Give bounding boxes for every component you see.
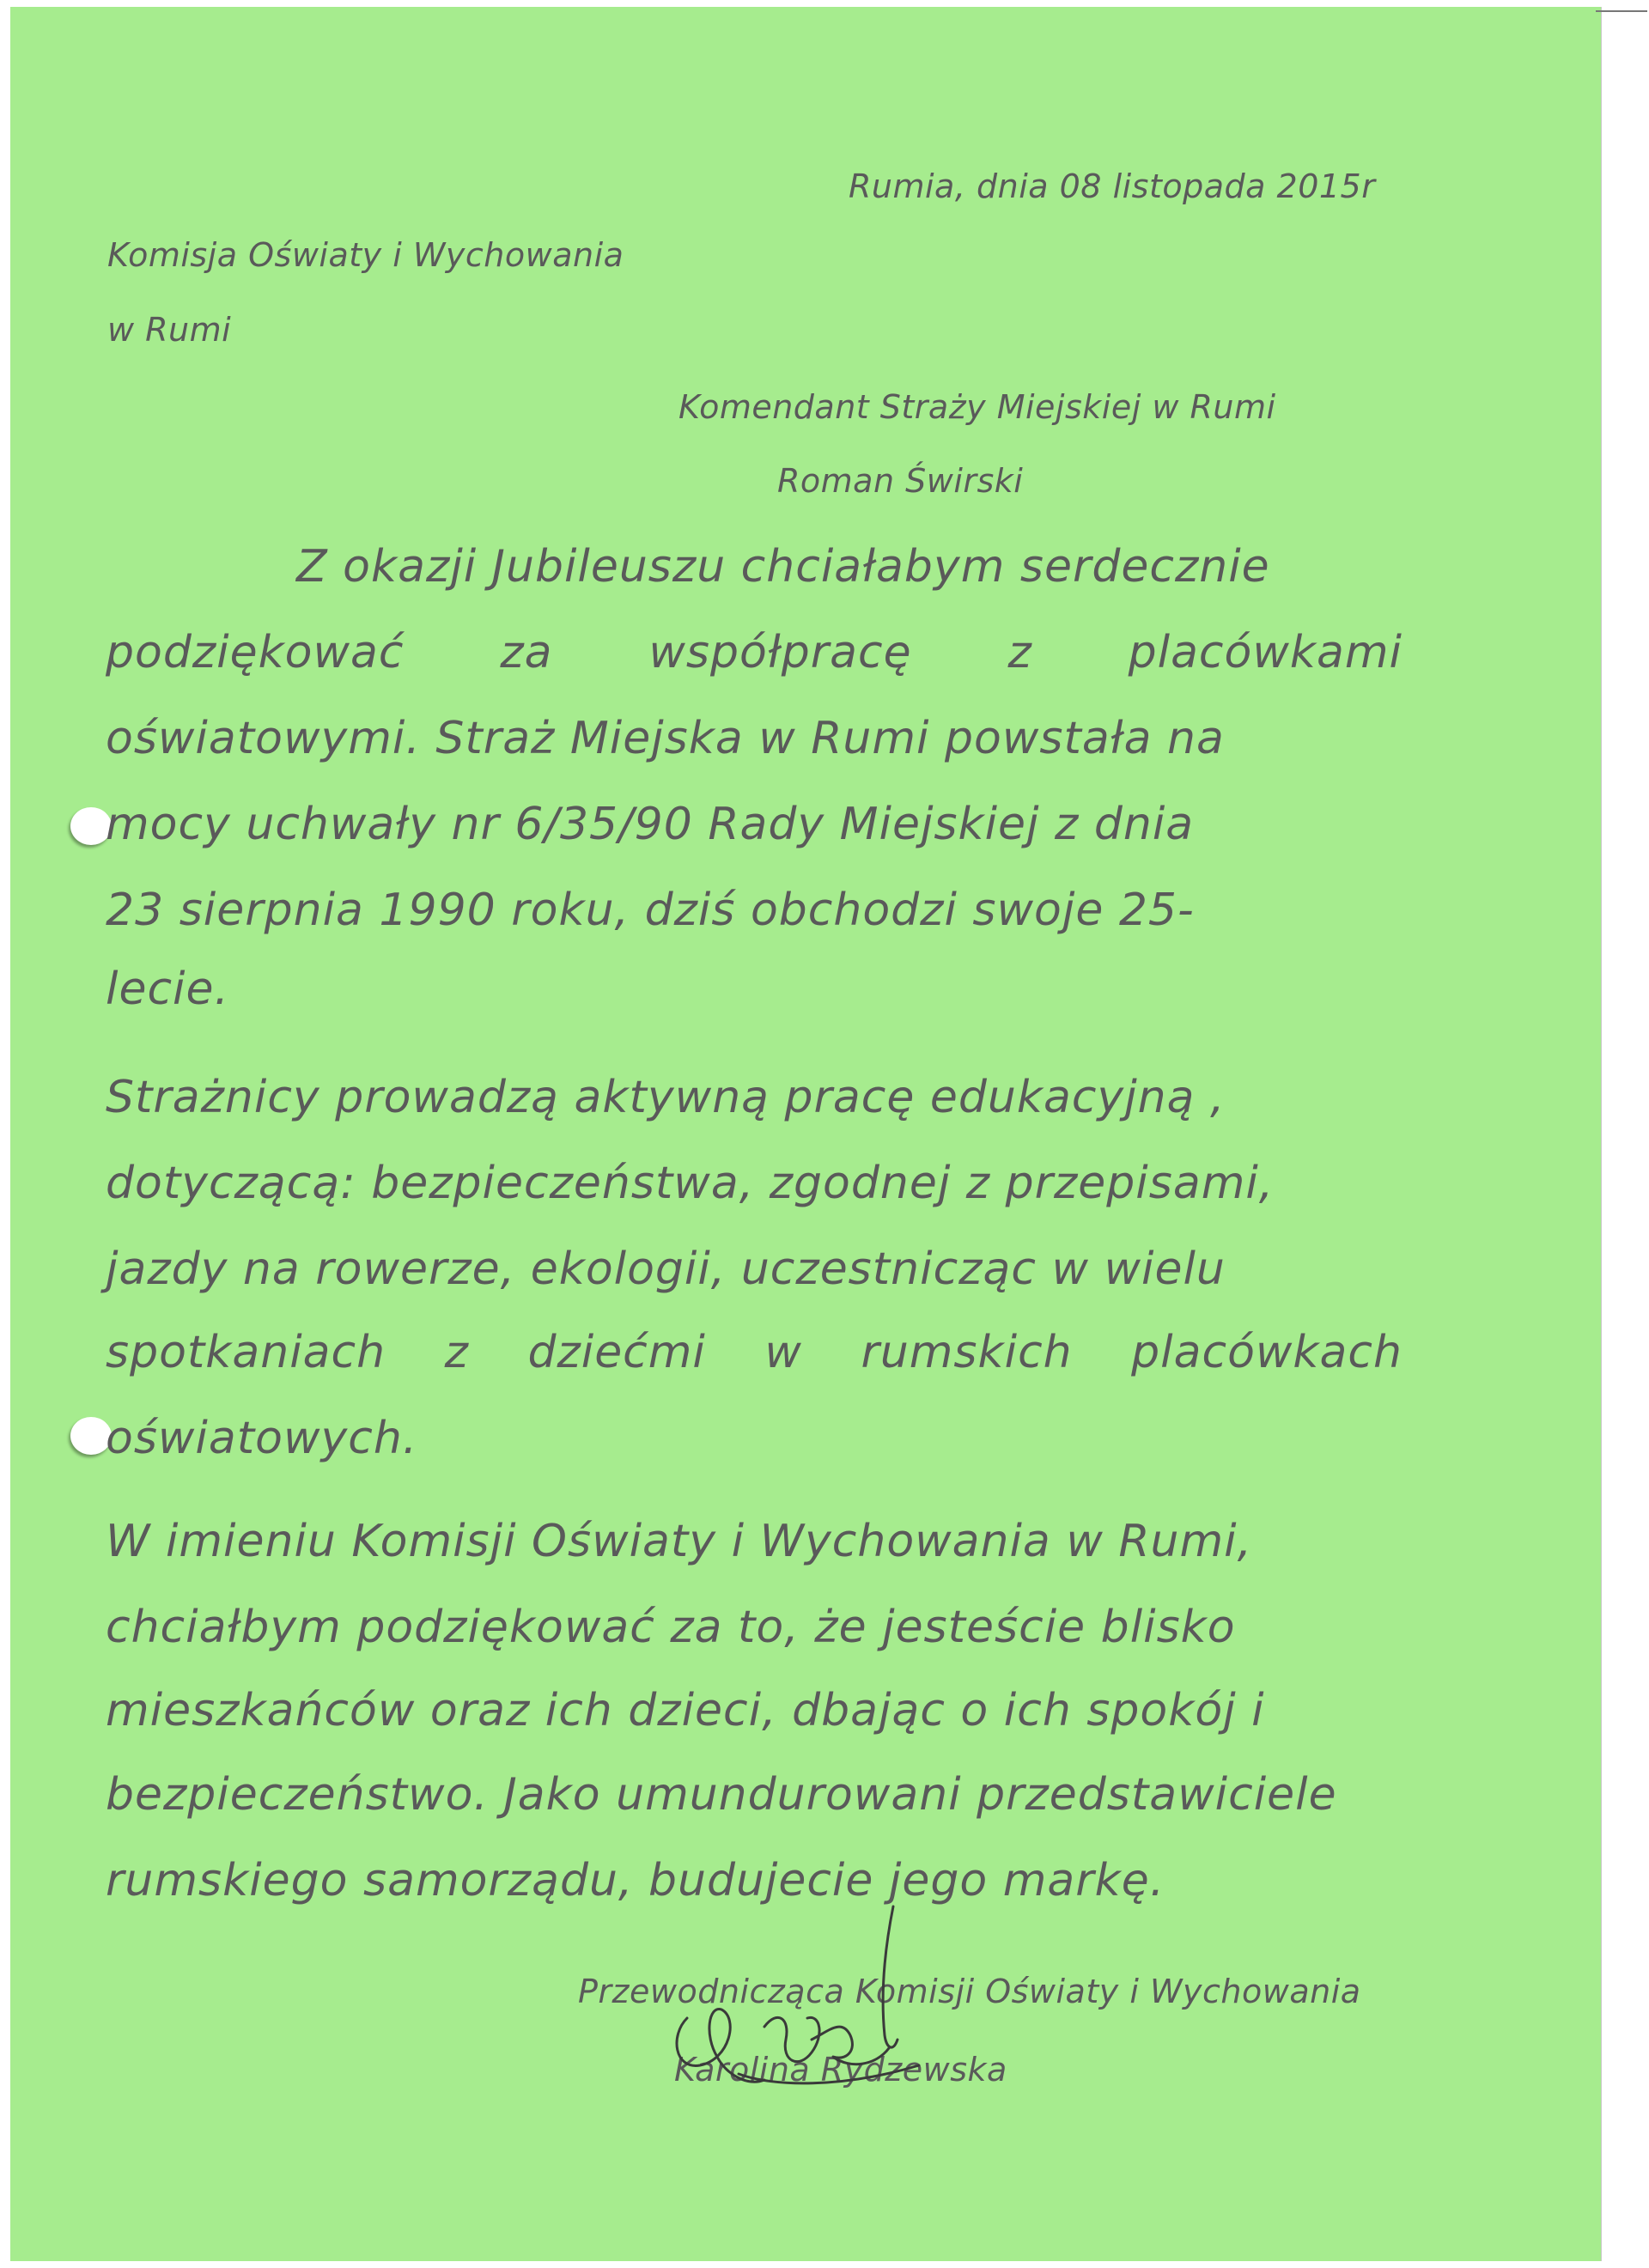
word: podziękować [106,627,405,678]
word: placówkach [1131,1327,1403,1378]
date-line: Rumia, dnia 08 listopada 2015r [849,167,1376,205]
paragraph-1-line-3: oświatowymi. Straż Miejska w Rumi powstała na [106,713,1225,764]
closing-title: Przewodnicząca Komisji Oświaty i Wychowania [578,1973,1361,2010]
paragraph-1-line-1: Z okazji Jubileuszu chciałabym serdecznie [296,541,1270,593]
paragraph-1-line-2 [106,627,1403,678]
paragraph-1-line-5: 23 sierpnia 1990 roku, dziś obchodzi swoje 25- [106,885,1195,936]
paragraph-2-line-2: dotyczącą: bezpieczeństwa, zgodnej z przepisami, [106,1158,1275,1209]
paragraph-1-line-4: mocy uchwały nr 6/35/90 Rady Miejskiej z dnia [106,799,1195,850]
paragraph-3-line-4: bezpieczeństwo. Jako umundurowani przedstawiciele [106,1769,1337,1821]
recipient-line-1: Komendant Straży Miejskiej w Rumi [678,388,1276,426]
word: za [500,627,553,678]
word: w [764,1327,802,1378]
word: dziećmi [527,1327,706,1378]
paragraph-2-line-4 [106,1327,1403,1378]
paragraph-3-line-1: W imieniu Komisji Oświaty i Wychowania w Rumi, [106,1516,1253,1567]
word: spotkaniach [106,1327,386,1378]
handwritten-signature [636,1889,996,2113]
paragraph-1-line-6: lecie. [106,964,229,1015]
word: współpracę [648,627,912,678]
word: placówkami [1128,627,1403,678]
word: rumskich [861,1327,1073,1378]
paragraph-3-line-3: mieszkańców oraz ich dzieci, dbając o ich spokój i [106,1685,1265,1736]
paragraph-2-line-3: jazdy na rowerze, ekologii, uczestnicząc w wielu [106,1243,1226,1295]
paragraph-3-line-2: chciałbym podziękować za to, że jesteście blisko [106,1602,1236,1653]
paragraph-3-line-5: rumskiego samorządu, budujecie jego markę. [106,1855,1165,1906]
word: z [444,1327,469,1378]
sender-line-1: Komisja Oświaty i Wychowania [107,236,624,274]
word: z [1007,627,1032,678]
sender-line-2: w Rumi [107,311,232,349]
paragraph-2-line-1: Strażnicy prowadzą aktywną pracę edukacyjną , [106,1072,1226,1123]
scan-edge-mark [1596,10,1647,12]
recipient-line-2: Roman Świrski [777,462,1024,500]
paragraph-2-line-5: oświatowych. [106,1413,418,1464]
closing-name: Karolina Rydzewska [674,2051,1007,2089]
